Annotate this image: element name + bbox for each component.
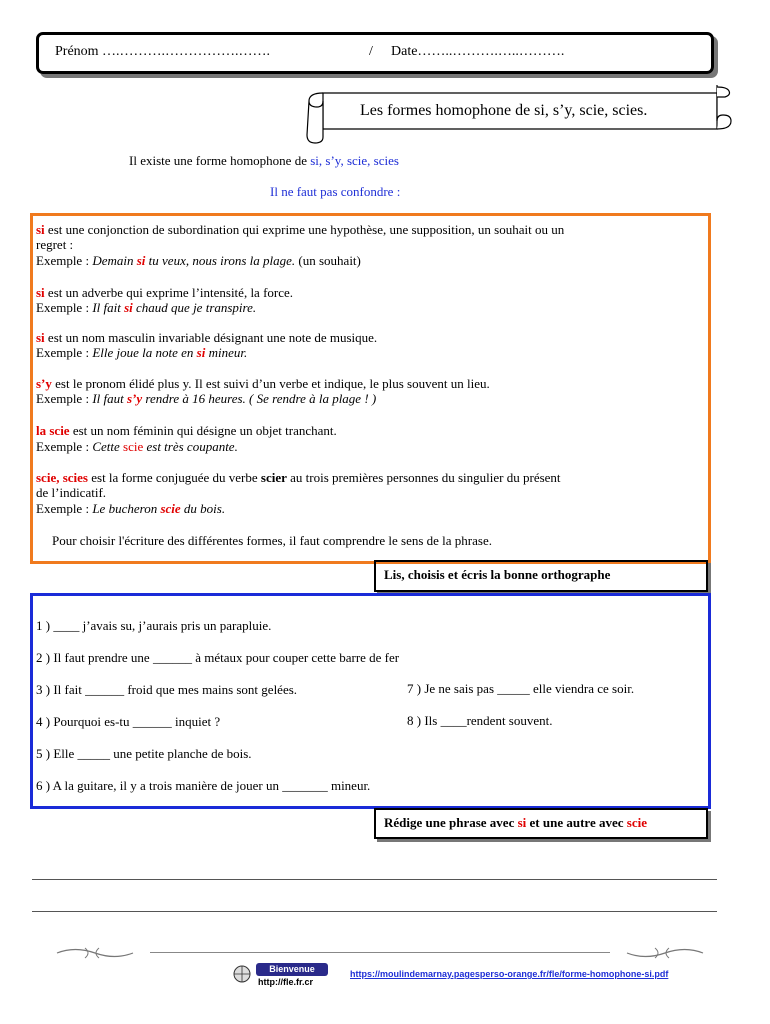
prenom-field[interactable]: Prénom ….……….…………….……. <box>55 44 271 59</box>
intro-warning: Il ne faut pas confondre : <box>270 184 401 199</box>
example-word: s’y <box>127 391 143 406</box>
rule-word: scie, scies <box>36 470 88 485</box>
exercise-header <box>374 560 708 592</box>
example-label: Exemple : <box>36 300 93 315</box>
example-scie-scies <box>36 501 225 517</box>
rule-def: est la forme conjuguée du verbe <box>87 470 261 485</box>
exercise-item-2[interactable]: 2 ) Il faut prendre une ______ à métaux pour couper cette barre de fer <box>36 650 400 665</box>
example-si-adverbe <box>36 300 256 316</box>
writing-line-1[interactable] <box>32 879 717 880</box>
example-word: si <box>196 345 206 360</box>
footer-rule <box>150 952 610 953</box>
example-word: scie <box>123 439 144 454</box>
rule-si-note <box>36 330 377 346</box>
rule-word: la scie <box>36 423 70 438</box>
example-text: est très coupante. <box>143 439 238 454</box>
intro-forms: si, s’y, scie, scies <box>310 153 399 168</box>
example-text: rendre à 16 heures. ( Se rendre à la plage ! ) <box>142 391 377 406</box>
example-text: mineur. <box>205 345 248 360</box>
example-text: Il fait <box>92 300 125 315</box>
example-label: Exemple : <box>36 345 93 360</box>
rule-word: si <box>36 222 45 237</box>
exercise-item-7[interactable]: 7 ) Je ne sais pas _____ elle viendra ce soir. <box>407 681 635 696</box>
fle-logo[interactable] <box>232 962 344 988</box>
example-text: Cette <box>92 439 124 454</box>
writing-word-scie: scie <box>626 815 647 830</box>
writing-header-part: Rédige une phrase avec <box>384 815 518 830</box>
date-field[interactable]: Date……..……….…..………. <box>391 44 565 59</box>
rule-def: est le pronom élidé plus y. Il est suivi d’un verbe et indique, le plus souvent un lieu. <box>51 376 490 391</box>
rule-def: est un adverbe qui exprime l’intensité, la force. <box>44 285 294 300</box>
example-sy <box>36 391 376 407</box>
footer-link[interactable]: https://moulindemarnay.pagesperso-orange.fr/fle/forme-homophone-si.pdf <box>350 969 669 979</box>
example-si-conjonction <box>36 253 361 269</box>
example-text: Demain <box>92 253 137 268</box>
example-si-note <box>36 345 247 361</box>
example-text: tu veux, nous irons la plage. <box>145 253 296 268</box>
left-flourish-icon <box>55 944 135 962</box>
example-label: Exemple : <box>36 439 93 454</box>
example-label: Exemple : <box>36 391 93 406</box>
rule-word: si <box>36 330 45 345</box>
example-word: si <box>124 300 133 315</box>
exercise-item-5[interactable]: 5 ) Elle _____ une petite planche de bois. <box>36 746 252 761</box>
writing-line-2[interactable] <box>32 911 717 912</box>
writing-header <box>374 808 708 839</box>
exercise-header-text: Lis, choisis et écris la bonne orthographe <box>384 567 611 582</box>
exercise-item-8[interactable]: 8 ) Ils ____rendent souvent. <box>407 713 553 728</box>
logo-url: http://fle.fr.cr <box>258 977 314 987</box>
example-word: si <box>136 253 146 268</box>
example-word: scie <box>160 501 181 516</box>
example-text: du bois. <box>180 501 226 516</box>
example-text: Elle joue la note en <box>92 345 197 360</box>
rule-def: est une conjonction de subordination qui exprime une hypothèse, une supposition, un souhait ou un <box>44 222 565 237</box>
rule-def: est un nom féminin qui désigne un objet tranchant. <box>69 423 337 438</box>
exercise-item-6[interactable]: 6 ) A la guitare, il y a trois manière de jouer un _______ mineur. <box>36 778 371 793</box>
rule-word: s’y <box>36 376 52 391</box>
rule-verb: scier <box>260 470 287 485</box>
rule-word: si <box>36 285 45 300</box>
globe-icon <box>232 964 252 984</box>
right-flourish-icon <box>625 944 705 962</box>
example-label: Exemple : <box>36 253 93 268</box>
intro-text: Il existe une forme homophone de <box>129 153 311 168</box>
writing-header-text <box>384 815 647 831</box>
banner-title: Les formes homophone de si, s’y, scie, scies. <box>360 102 648 119</box>
rule-si-adverbe <box>36 285 293 301</box>
separator: / <box>369 44 373 59</box>
example-note: (un souhait) <box>295 253 361 268</box>
intro-line <box>129 153 399 169</box>
rule-def: au trois premières personnes du singulier du présent <box>286 470 561 485</box>
exercise-item-1[interactable]: 1 ) ____ j’avais su, j’aurais pris un parapluie. <box>36 618 272 633</box>
writing-header-part: et une autre avec <box>526 815 627 830</box>
name-date-box <box>36 32 714 74</box>
exercise-item-4[interactable]: 4 ) Pourquoi es-tu ______ inquiet ? <box>36 714 221 729</box>
writing-word-si: si <box>517 815 527 830</box>
rule-scie-scies-cont: de l’indicatif. <box>36 485 107 500</box>
example-text: Il faut <box>92 391 127 406</box>
logo-banner: Bienvenue <box>256 963 328 976</box>
example-label: Exemple : <box>36 501 93 516</box>
rule-si-conjonction <box>36 222 564 238</box>
rule-sy <box>36 376 490 392</box>
exercise-item-3[interactable]: 3 ) Il fait ______ froid que mes mains sont gelées. <box>36 682 298 697</box>
example-text: Le bucheron <box>92 501 161 516</box>
example-text: chaud que je transpire. <box>132 300 257 315</box>
rule-la-scie <box>36 423 337 439</box>
rule-si-conjonction-cont: regret : <box>36 237 74 252</box>
rule-scie-scies <box>36 470 561 486</box>
rule-def: est un nom masculin invariable désignant une note de musique. <box>44 330 378 345</box>
rules-conclusion: Pour choisir l'écriture des différentes formes, il faut comprendre le sens de la phrase. <box>52 533 492 548</box>
example-la-scie <box>36 439 238 455</box>
